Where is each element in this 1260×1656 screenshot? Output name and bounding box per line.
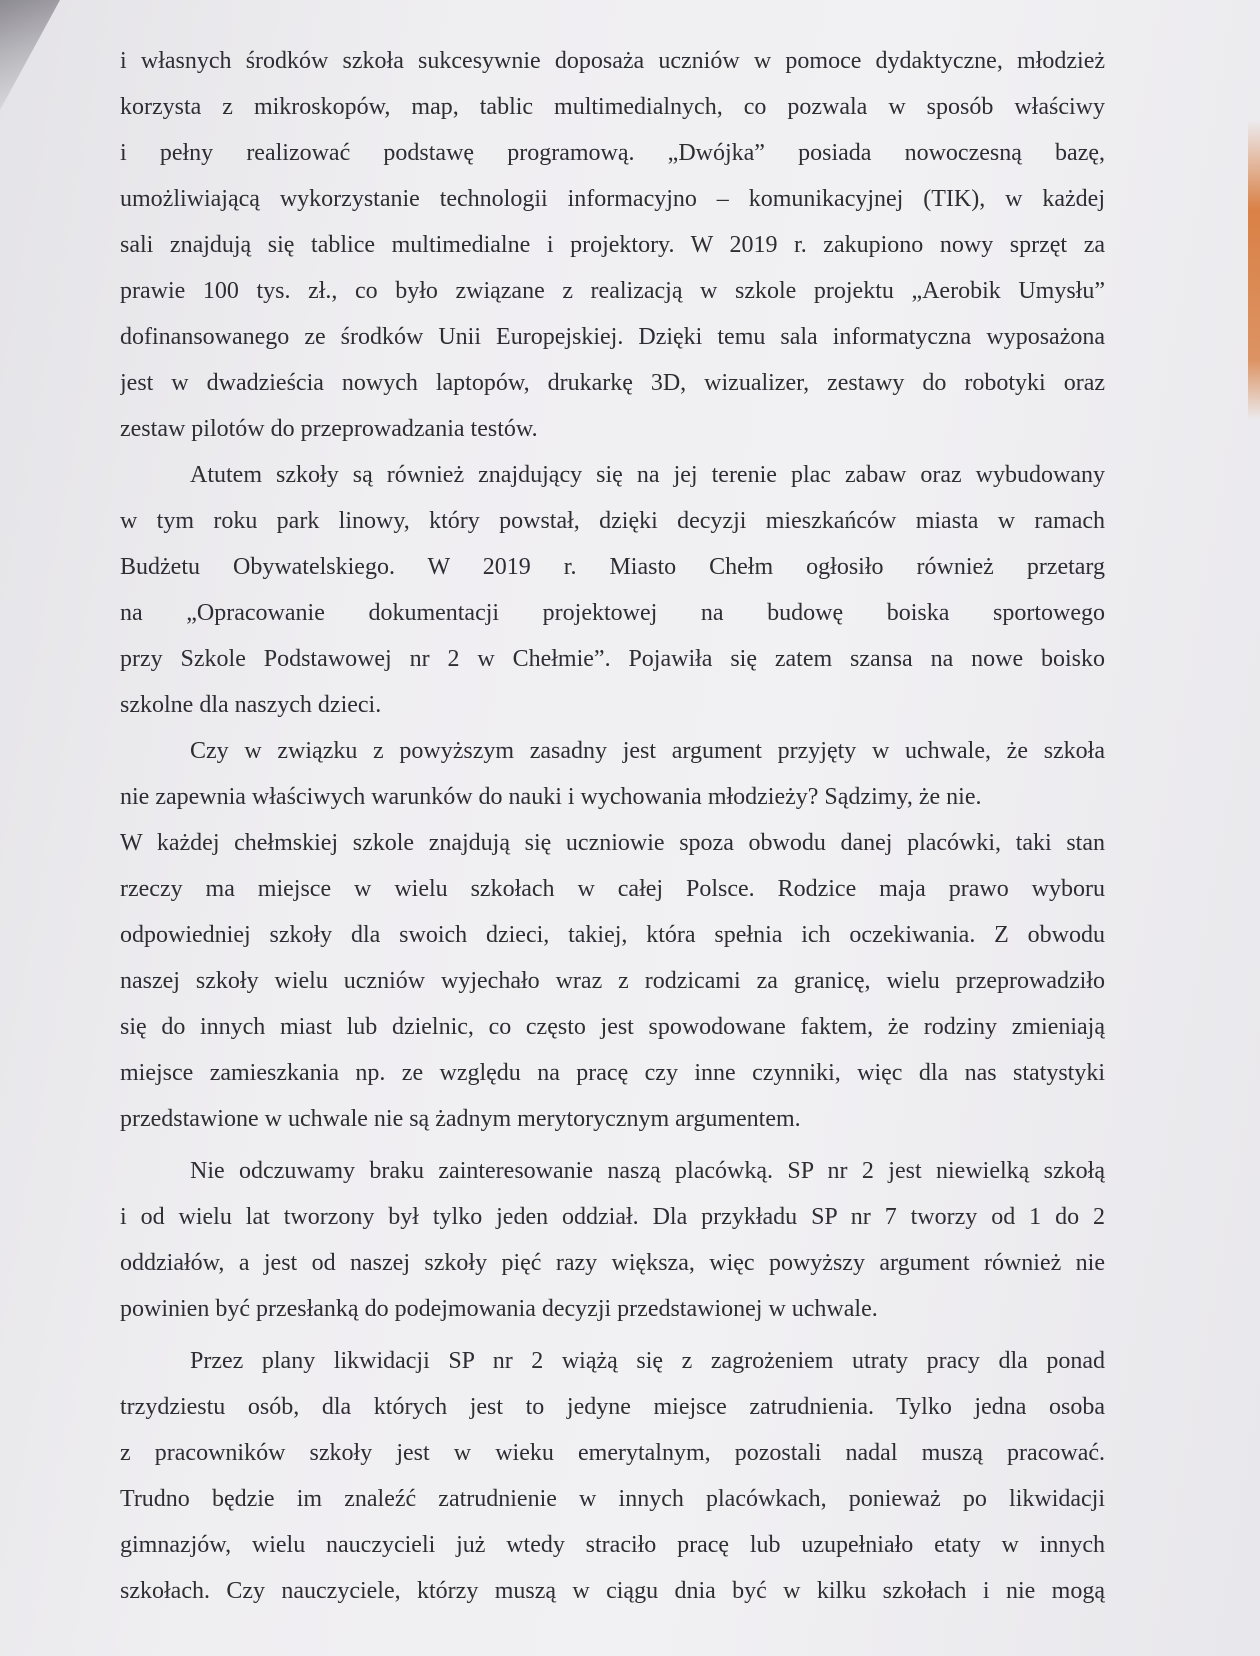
text-line: przy Szkole Podstawowej nr 2 w Chełmie”. Pojawiła się zatem szansa na nowe boisko	[120, 646, 1105, 672]
text-line: szkołach. Czy nauczyciele, którzy muszą w ciągu dnia być w kilku szkołach i nie mogą	[120, 1578, 1105, 1604]
text-line: Atutem szkoły są również znajdujący się na jej terenie plac zabaw oraz wybudowany	[190, 462, 1105, 488]
text-line: z pracowników szkoły jest w wieku emerytalnym, pozostali nadal muszą pracować.	[120, 1440, 1105, 1466]
page-edge-tint	[1248, 120, 1260, 420]
text-line: Budżetu Obywatelskiego. W 2019 r. Miasto Chełm ogłosiło również przetarg	[120, 554, 1105, 580]
text-line: trzydziestu osób, dla których jest to jedyne miejsce zatrudnienia. Tylko jedna osoba	[120, 1394, 1105, 1420]
text-line: i pełny realizować podstawę programową. „Dwójka” posiada nowoczesną bazę,	[120, 140, 1105, 166]
text-line: jest w dwadzieścia nowych laptopów, drukarkę 3D, wizualizer, zestawy do robotyki oraz	[120, 370, 1105, 396]
text-line: dofinansowanego ze środków Unii Europejskiej. Dzięki temu sala informatyczna wyposażona	[120, 324, 1105, 350]
page-corner-shadow	[0, 0, 60, 110]
text-line: w tym roku park linowy, który powstał, dzięki decyzji mieszkańców miasta w ramach	[120, 508, 1105, 534]
text-line: oddziałów, a jest od naszej szkoły pięć razy większa, więc powyższy argument również nie	[120, 1250, 1105, 1276]
text-line: miejsce zamieszkania np. ze względu na pracę czy inne czynniki, więc dla nas statystyki	[120, 1060, 1105, 1086]
text-line: sali znajdują się tablice multimedialne i projektory. W 2019 r. zakupiono nowy sprzęt za	[120, 232, 1105, 258]
text-line: się do innych miast lub dzielnic, co często jest spowodowane faktem, że rodziny zmieniają	[120, 1014, 1105, 1040]
text-line: korzysta z mikroskopów, map, tablic multimedialnych, co pozwala w sposób właściwy	[120, 94, 1105, 120]
text-line: gimnazjów, wielu nauczycieli już wtedy straciło pracę lub uzupełniało etaty w innych	[120, 1532, 1105, 1558]
paragraph-2	[120, 452, 1105, 728]
text-line: Nie odczuwamy braku zainteresowanie naszą placówką. SP nr 2 jest niewielką szkołą	[190, 1158, 1105, 1184]
text-line: powinien być przesłanką do podejmowania decyzji przedstawionej w uchwale.	[120, 1296, 878, 1322]
text-line: zestaw pilotów do przeprowadzania testów.	[120, 416, 538, 442]
text-line: Czy w związku z powyższym zasadny jest argument przyjęty w uchwale, że szkoła	[190, 738, 1105, 764]
text-line: umożliwiającą wykorzystanie technologii informacyjno – komunikacyjnej (TIK), w każdej	[120, 186, 1105, 212]
text-line: i od wielu lat tworzony był tylko jeden oddział. Dla przykładu SP nr 7 tworzy od 1 do 2	[120, 1204, 1105, 1230]
text-line: szkolne dla naszych dzieci.	[120, 692, 382, 718]
text-line: nie zapewnia właściwych warunków do nauki i wychowania młodzieży? Sądzimy, że nie.	[120, 784, 982, 810]
text-line: przedstawione w uchwale nie są żadnym merytorycznym argumentem.	[120, 1106, 801, 1132]
document-body	[120, 38, 1105, 1614]
paragraph-3	[120, 728, 1105, 1142]
text-line: Trudno będzie im znaleźć zatrudnienie w innych placówkach, ponieważ po likwidacji	[120, 1486, 1105, 1512]
text-line: odpowiedniej szkoły dla swoich dzieci, takiej, która spełnia ich oczekiwania. Z obwodu	[120, 922, 1105, 948]
text-line: na „Opracowanie dokumentacji projektowej na budowę boiska sportowego	[120, 600, 1105, 626]
text-line: rzeczy ma miejsce w wielu szkołach w całej Polsce. Rodzice maja prawo wyboru	[120, 876, 1105, 902]
text-line: Przez plany likwidacji SP nr 2 wiążą się z zagrożeniem utraty pracy dla ponad	[190, 1348, 1105, 1374]
text-line: i własnych środków szkoła sukcesywnie doposaża uczniów w pomoce dydaktyczne, młodzież	[120, 48, 1105, 74]
text-line: naszej szkoły wielu uczniów wyjechało wraz z rodzicami za granicę, wielu przeprowadziło	[120, 968, 1105, 994]
text-line: W każdej chełmskiej szkole znajdują się uczniowie spoza obwodu danej placówki, taki stan	[120, 830, 1105, 856]
paragraph-5	[120, 1338, 1105, 1614]
paragraph-1	[120, 38, 1105, 452]
text-line: prawie 100 tys. zł., co było związane z realizacją w szkole projektu „Aerobik Umysłu”	[120, 278, 1105, 304]
paragraph-4	[120, 1148, 1105, 1332]
